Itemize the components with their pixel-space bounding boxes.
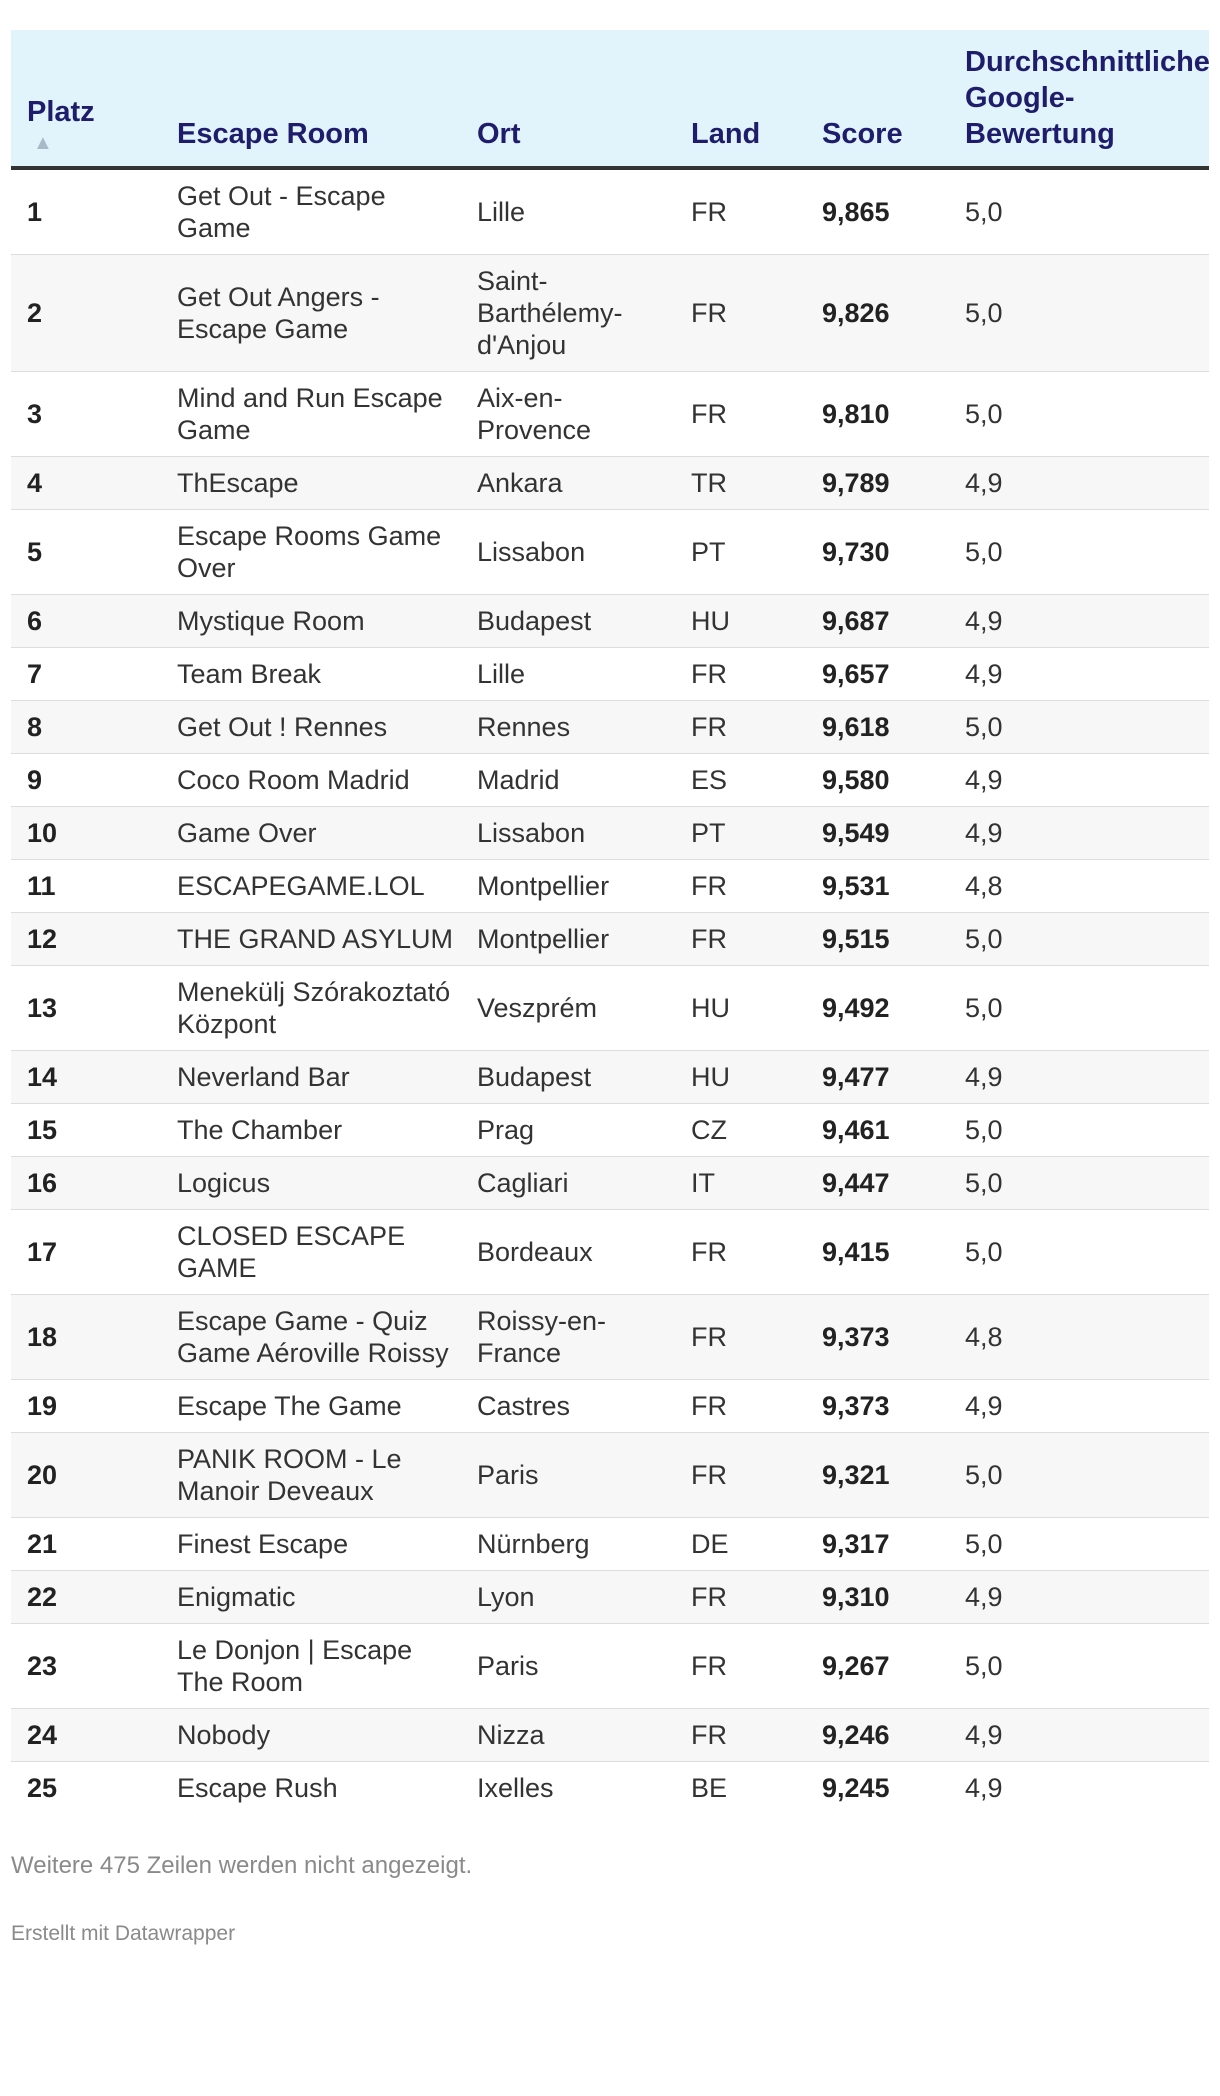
cell-land: CZ bbox=[675, 1104, 806, 1157]
cell-score: 9,461 bbox=[806, 1104, 949, 1157]
cell-land: HU bbox=[675, 966, 806, 1051]
cell-platz: 20 bbox=[11, 1433, 161, 1518]
cell-score: 9,447 bbox=[806, 1157, 949, 1210]
cell-land: FR bbox=[675, 860, 806, 913]
cell-land: FR bbox=[675, 1624, 806, 1709]
cell-land: FR bbox=[675, 1571, 806, 1624]
cell-ort: Bordeaux bbox=[461, 1210, 675, 1295]
cell-land: DE bbox=[675, 1518, 806, 1571]
cell-score: 9,321 bbox=[806, 1433, 949, 1518]
table-row bbox=[11, 372, 1209, 457]
table-row bbox=[11, 457, 1209, 510]
cell-escape-room: Nobody bbox=[161, 1709, 461, 1762]
table-row bbox=[11, 510, 1209, 595]
cell-escape-room: Get Out - Escape Game bbox=[161, 168, 461, 255]
column-header-platz-label: Platz bbox=[27, 96, 95, 128]
cell-rating: 4,9 bbox=[949, 754, 1209, 807]
cell-score: 9,317 bbox=[806, 1518, 949, 1571]
cell-score: 9,687 bbox=[806, 595, 949, 648]
table-row bbox=[11, 1571, 1209, 1624]
cell-land: FR bbox=[675, 701, 806, 754]
cell-rating: 4,8 bbox=[949, 860, 1209, 913]
sort-ascending-icon[interactable]: ▲ bbox=[33, 132, 53, 154]
datawrapper-credit: Erstellt mit Datawrapper bbox=[11, 1922, 236, 1945]
cell-escape-room: Menekülj Szórakoztató Központ bbox=[161, 966, 461, 1051]
table-row bbox=[11, 648, 1209, 701]
cell-platz: 12 bbox=[11, 913, 161, 966]
cell-platz: 9 bbox=[11, 754, 161, 807]
cell-platz: 18 bbox=[11, 1295, 161, 1380]
cell-land: FR bbox=[675, 372, 806, 457]
cell-land: FR bbox=[675, 1380, 806, 1433]
table-row bbox=[11, 1051, 1209, 1104]
table-row bbox=[11, 1433, 1209, 1518]
cell-ort: Madrid bbox=[461, 754, 675, 807]
cell-ort: Ankara bbox=[461, 457, 675, 510]
cell-rating: 5,0 bbox=[949, 372, 1209, 457]
cell-ort: Saint-Barthélemy-d'Anjou bbox=[461, 255, 675, 372]
cell-score: 9,810 bbox=[806, 372, 949, 457]
cell-land: FR bbox=[675, 1709, 806, 1762]
cell-land: FR bbox=[675, 1433, 806, 1518]
cell-escape-room: Enigmatic bbox=[161, 1571, 461, 1624]
cell-platz: 3 bbox=[11, 372, 161, 457]
cell-rating: 5,0 bbox=[949, 701, 1209, 754]
cell-land: IT bbox=[675, 1157, 806, 1210]
cell-rating: 5,0 bbox=[949, 1433, 1209, 1518]
cell-score: 9,373 bbox=[806, 1295, 949, 1380]
cell-land: FR bbox=[675, 168, 806, 255]
cell-escape-room: Game Over bbox=[161, 807, 461, 860]
cell-land: ES bbox=[675, 754, 806, 807]
column-header-land[interactable]: Land bbox=[675, 30, 806, 168]
cell-land: HU bbox=[675, 1051, 806, 1104]
cell-ort: Rennes bbox=[461, 701, 675, 754]
cell-platz: 11 bbox=[11, 860, 161, 913]
table-row bbox=[11, 1157, 1209, 1210]
table-row bbox=[11, 1518, 1209, 1571]
cell-score: 9,730 bbox=[806, 510, 949, 595]
table-row bbox=[11, 595, 1209, 648]
cell-ort: Lissabon bbox=[461, 807, 675, 860]
cell-rating: 4,8 bbox=[949, 1295, 1209, 1380]
table-header bbox=[11, 30, 1209, 168]
cell-ort: Budapest bbox=[461, 595, 675, 648]
cell-ort: Aix-en-Provence bbox=[461, 372, 675, 457]
table-row bbox=[11, 255, 1209, 372]
cell-score: 9,415 bbox=[806, 1210, 949, 1295]
cell-platz: 25 bbox=[27, 1773, 58, 1803]
column-header-escape-room[interactable]: Escape Room bbox=[161, 30, 461, 168]
table-row bbox=[11, 1295, 1209, 1380]
cell-ort: Nizza bbox=[461, 1709, 675, 1762]
cell-land: PT bbox=[675, 510, 806, 595]
cell-score: 9,246 bbox=[806, 1709, 949, 1762]
cell-rating: 5,0 bbox=[949, 168, 1209, 255]
cell-ort: Ixelles bbox=[477, 1773, 554, 1803]
cell-land: FR bbox=[675, 648, 806, 701]
cell-rating: 5,0 bbox=[949, 1210, 1209, 1295]
cell-platz: 17 bbox=[11, 1210, 161, 1295]
cell-escape-room: Escape The Game bbox=[161, 1380, 461, 1433]
cell-rating: 5,0 bbox=[949, 913, 1209, 966]
cell-platz: 13 bbox=[11, 966, 161, 1051]
cell-platz: 8 bbox=[11, 701, 161, 754]
cell-rating: 5,0 bbox=[949, 510, 1209, 595]
cell-score: 9,865 bbox=[806, 168, 949, 255]
cell-ort: Paris bbox=[461, 1624, 675, 1709]
cell-score: 9,789 bbox=[806, 457, 949, 510]
cell-score: 9,245 bbox=[822, 1773, 890, 1803]
cell-rating: 4,9 bbox=[949, 1571, 1209, 1624]
table-row bbox=[11, 1624, 1209, 1709]
cell-land: PT bbox=[675, 807, 806, 860]
table-row bbox=[11, 701, 1209, 754]
table-row bbox=[11, 754, 1209, 807]
cell-ort: Montpellier bbox=[461, 860, 675, 913]
cell-escape-room: Escape Rush bbox=[177, 1773, 338, 1803]
table-row bbox=[11, 860, 1209, 913]
cell-ort: Budapest bbox=[461, 1051, 675, 1104]
cell-land: HU bbox=[675, 595, 806, 648]
cell-platz: 14 bbox=[11, 1051, 161, 1104]
cell-escape-room: Coco Room Madrid bbox=[161, 754, 461, 807]
cell-platz: 5 bbox=[11, 510, 161, 595]
cell-score: 9,618 bbox=[806, 701, 949, 754]
table-row bbox=[11, 1104, 1209, 1157]
table-row bbox=[11, 1762, 1209, 1815]
table-row bbox=[11, 168, 1209, 255]
table-row bbox=[11, 1210, 1209, 1295]
cell-escape-room: PANIK ROOM - Le Manoir Deveaux bbox=[161, 1433, 461, 1518]
table-body bbox=[11, 168, 1209, 1814]
cell-escape-room: Logicus bbox=[161, 1157, 461, 1210]
cell-platz: 1 bbox=[11, 168, 161, 255]
cell-rating: 4,9 bbox=[949, 1051, 1209, 1104]
cell-platz: 4 bbox=[11, 457, 161, 510]
cell-ort: Lissabon bbox=[461, 510, 675, 595]
cell-ort: Montpellier bbox=[461, 913, 675, 966]
cell-escape-room: Mind and Run Escape Game bbox=[161, 372, 461, 457]
cell-escape-room: The Chamber bbox=[161, 1104, 461, 1157]
cell-score: 9,826 bbox=[806, 255, 949, 372]
cell-escape-room: Team Break bbox=[161, 648, 461, 701]
cell-land: TR bbox=[675, 457, 806, 510]
cell-escape-room: Finest Escape bbox=[161, 1518, 461, 1571]
cell-rating: 5,0 bbox=[949, 1518, 1209, 1571]
cell-land: FR bbox=[675, 255, 806, 372]
cell-escape-room: Mystique Room bbox=[161, 595, 461, 648]
cell-escape-room: CLOSED ESCAPE GAME bbox=[161, 1210, 461, 1295]
cell-land: FR bbox=[675, 913, 806, 966]
cell-rating: 5,0 bbox=[949, 1624, 1209, 1709]
cell-rating: 5,0 bbox=[949, 255, 1209, 372]
table-row bbox=[11, 807, 1209, 860]
cell-rating: 5,0 bbox=[949, 1104, 1209, 1157]
cell-escape-room: Get Out ! Rennes bbox=[161, 701, 461, 754]
cell-escape-room: ThEscape bbox=[161, 457, 461, 510]
cell-platz: 22 bbox=[11, 1571, 161, 1624]
cell-escape-room: ESCAPEGAME.LOL bbox=[161, 860, 461, 913]
cell-land: FR bbox=[675, 1295, 806, 1380]
cell-platz: 10 bbox=[11, 807, 161, 860]
cell-ort: Castres bbox=[461, 1380, 675, 1433]
cell-platz: 19 bbox=[11, 1380, 161, 1433]
cell-escape-room: Le Donjon | Escape The Room bbox=[161, 1624, 461, 1709]
cell-rating: 5,0 bbox=[949, 1157, 1209, 1210]
cell-ort: Lille bbox=[461, 648, 675, 701]
cell-rating: 5,0 bbox=[949, 966, 1209, 1051]
cell-escape-room: Neverland Bar bbox=[161, 1051, 461, 1104]
cell-score: 9,492 bbox=[806, 966, 949, 1051]
ranking-table bbox=[11, 30, 1209, 1814]
cell-escape-room: Escape Game - Quiz Game Aéroville Roissy bbox=[161, 1295, 461, 1380]
cell-score: 9,531 bbox=[806, 860, 949, 913]
column-header-platz[interactable] bbox=[11, 30, 161, 168]
cell-rating: 4,9 bbox=[949, 457, 1209, 510]
cell-score: 9,310 bbox=[806, 1571, 949, 1624]
cell-ort: Veszprém bbox=[461, 966, 675, 1051]
cell-platz: 2 bbox=[11, 255, 161, 372]
cell-score: 9,477 bbox=[806, 1051, 949, 1104]
cell-escape-room: Get Out Angers - Escape Game bbox=[161, 255, 461, 372]
cell-ort: Paris bbox=[461, 1433, 675, 1518]
cell-platz: 6 bbox=[11, 595, 161, 648]
cell-ort: Roissy-en-France bbox=[461, 1295, 675, 1380]
cell-platz: 24 bbox=[11, 1709, 161, 1762]
cell-ort: Lyon bbox=[461, 1571, 675, 1624]
cell-rating: 4,9 bbox=[949, 1709, 1209, 1762]
cell-rating: 4,9 bbox=[949, 648, 1209, 701]
cell-ort: Prag bbox=[461, 1104, 675, 1157]
cell-rating: 4,9 bbox=[949, 595, 1209, 648]
cell-rating: 4,9 bbox=[949, 807, 1209, 860]
cell-ort: Lille bbox=[461, 168, 675, 255]
cell-score: 9,657 bbox=[806, 648, 949, 701]
column-header-rating[interactable]: Durchschnittliche Google-Bewertung bbox=[949, 30, 1209, 168]
cell-score: 9,549 bbox=[806, 807, 949, 860]
table-row bbox=[11, 913, 1209, 966]
cell-escape-room: Escape Rooms Game Over bbox=[161, 510, 461, 595]
cell-score: 9,580 bbox=[806, 754, 949, 807]
cell-platz: 23 bbox=[11, 1624, 161, 1709]
cell-platz: 16 bbox=[11, 1157, 161, 1210]
cell-ort: Cagliari bbox=[461, 1157, 675, 1210]
cell-score: 9,373 bbox=[806, 1380, 949, 1433]
column-header-ort[interactable]: Ort bbox=[461, 30, 675, 168]
more-rows-note: Weitere 475 Zeilen werden nicht angezeigt. bbox=[11, 1852, 473, 1879]
cell-platz: 7 bbox=[11, 648, 161, 701]
cell-escape-room: THE GRAND ASYLUM bbox=[161, 913, 461, 966]
cell-land: BE bbox=[691, 1773, 728, 1803]
cell-rating: 4,9 bbox=[965, 1773, 1003, 1803]
cell-ort: Nürnberg bbox=[461, 1518, 675, 1571]
table-row bbox=[11, 966, 1209, 1051]
table-row bbox=[11, 1709, 1209, 1762]
cell-land: FR bbox=[675, 1210, 806, 1295]
cell-score: 9,515 bbox=[806, 913, 949, 966]
cell-rating: 4,9 bbox=[949, 1380, 1209, 1433]
column-header-score[interactable]: Score bbox=[806, 30, 949, 168]
cell-score: 9,267 bbox=[806, 1624, 949, 1709]
table-row bbox=[11, 1380, 1209, 1433]
cell-platz: 15 bbox=[11, 1104, 161, 1157]
cell-platz: 21 bbox=[11, 1518, 161, 1571]
